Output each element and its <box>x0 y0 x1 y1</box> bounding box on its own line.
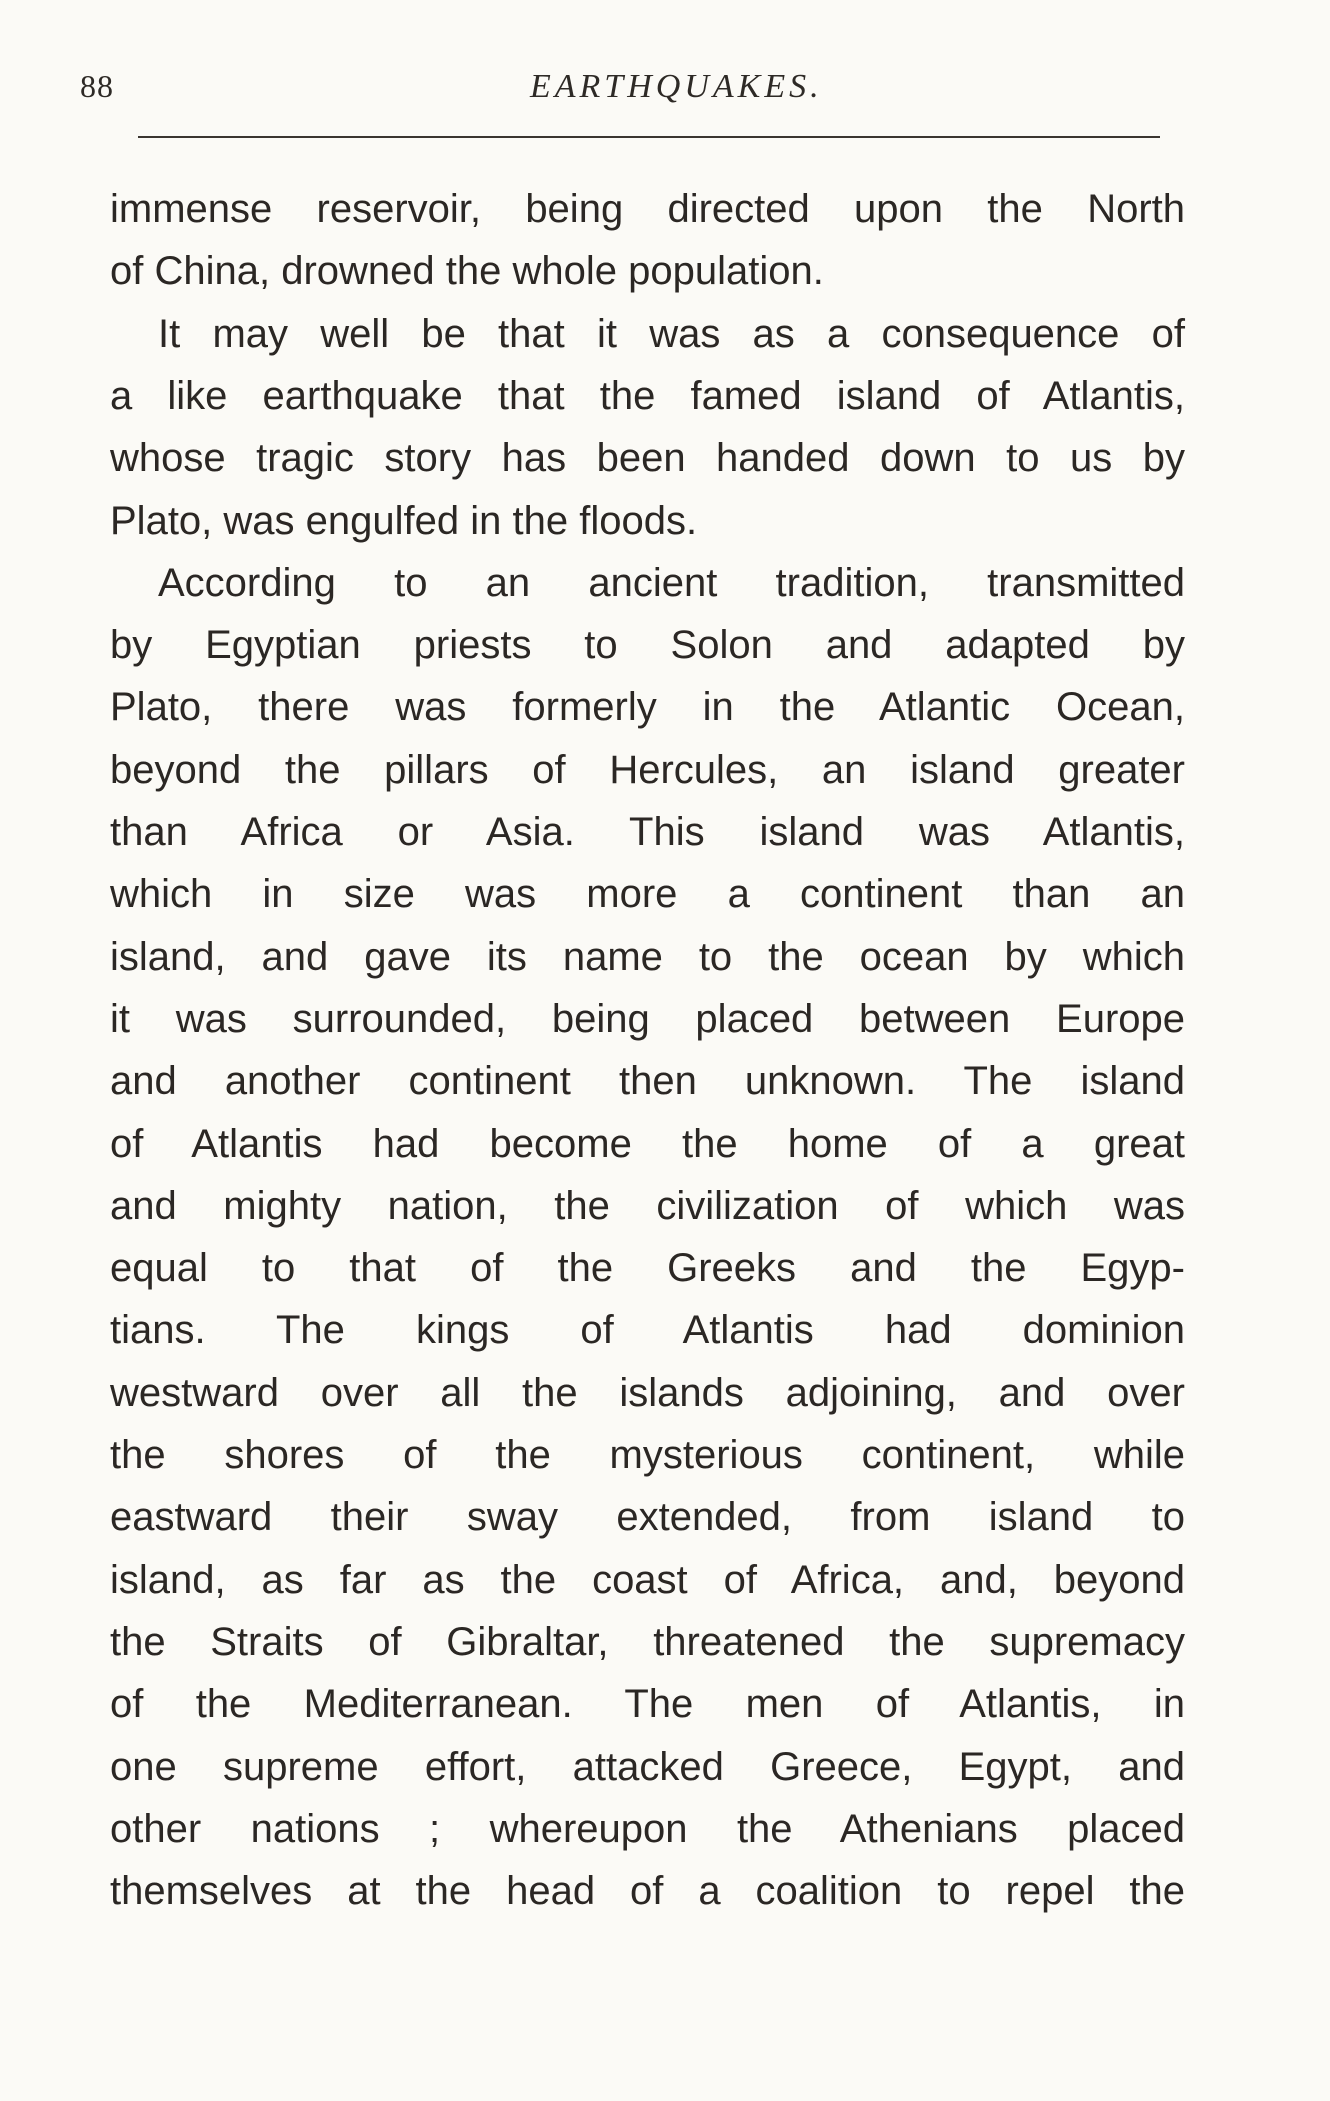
text-line: island, as far as the coast of Africa, and, beyond <box>110 1558 1185 1602</box>
text-line: of China, drowned the whole population. <box>110 249 824 293</box>
text-line: whose tragic story has been handed down to us by <box>110 436 1185 480</box>
text-line: the shores of the mysterious continent, while <box>110 1433 1185 1477</box>
text-line: of the Mediterranean. The men of Atlantis, in <box>110 1682 1185 1726</box>
text-line: beyond the pillars of Hercules, an island greater <box>110 748 1185 792</box>
text-line: it was surrounded, being placed between Europe <box>110 997 1185 1041</box>
text-line: According to an ancient tradition, transmitted <box>158 561 1185 605</box>
text-line: It may well be that it was as a consequence of <box>158 312 1185 356</box>
header-rule <box>138 136 1160 138</box>
text-line: Plato, was engulfed in the floods. <box>110 499 698 543</box>
text-line: westward over all the islands adjoining, and over <box>110 1371 1185 1415</box>
text-line: equal to that of the Greeks and the Egyp- <box>110 1246 1185 1290</box>
text-line: of Atlantis had become the home of a great <box>110 1122 1185 1166</box>
text-line: a like earthquake that the famed island of Atlantis, <box>110 374 1185 418</box>
text-line: immense reservoir, being directed upon the North <box>110 187 1185 231</box>
text-line: than Africa or Asia. This island was Atlantis, <box>110 810 1185 854</box>
running-head <box>80 68 1160 118</box>
text-line: which in size was more a continent than an <box>110 872 1185 916</box>
text-line: by Egyptian priests to Solon and adapted by <box>110 623 1185 667</box>
text-line: themselves at the head of a coalition to repel the <box>110 1869 1185 1913</box>
text-line: tians. The kings of Atlantis had dominion <box>110 1308 1185 1352</box>
text-line: and another continent then unknown. The island <box>110 1059 1185 1103</box>
running-title: EARTHQUAKES. <box>530 68 823 105</box>
text-line: one supreme effort, attacked Greece, Egypt, and <box>110 1745 1185 1789</box>
text-line: eastward their sway extended, from island to <box>110 1495 1185 1539</box>
text-line: the Straits of Gibraltar, threatened the supremacy <box>110 1620 1185 1664</box>
page-number: 88 <box>80 68 114 104</box>
text-line: and mighty nation, the civilization of which was <box>110 1184 1185 1228</box>
text-line: island, and gave its name to the ocean by which <box>110 935 1185 979</box>
text-line: Plato, there was formerly in the Atlantic Ocean, <box>110 685 1185 729</box>
text-line: other nations ; whereupon the Athenians placed <box>110 1807 1185 1851</box>
